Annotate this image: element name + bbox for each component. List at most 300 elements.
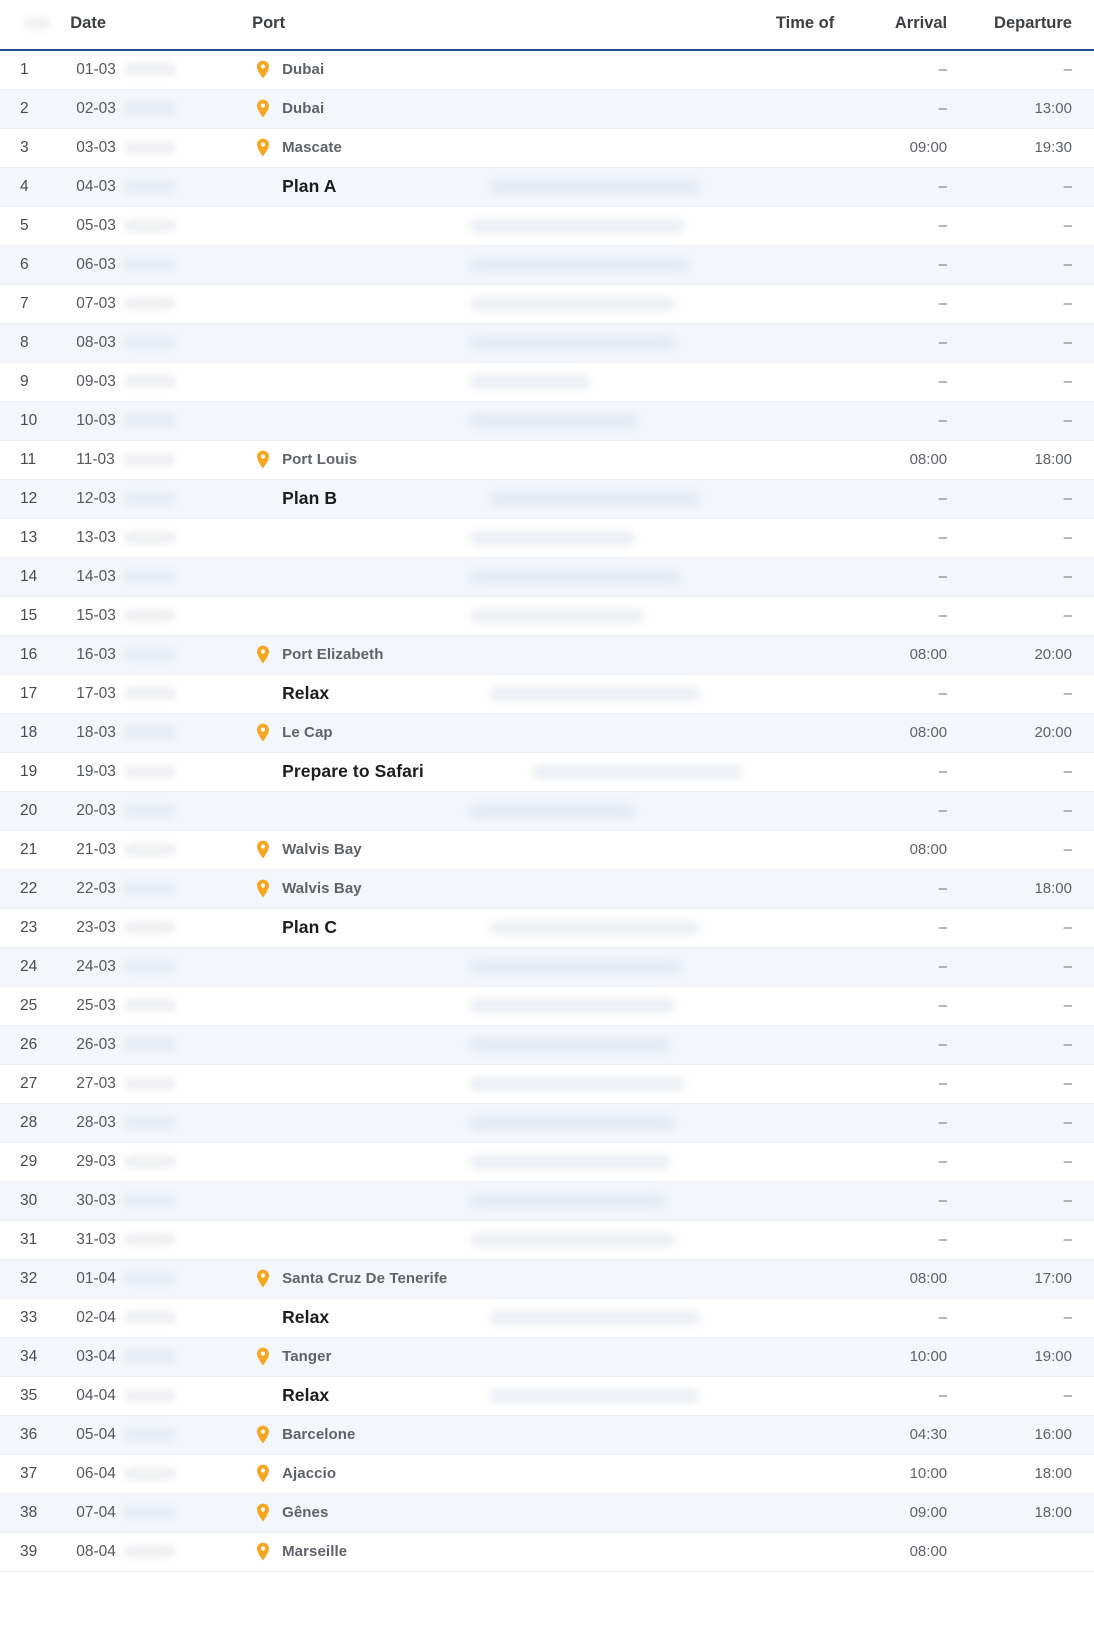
cell-arrival: 08:00 — [834, 1532, 965, 1571]
cell-date — [60, 1220, 242, 1259]
cell-arrival — [834, 206, 965, 245]
cell-port — [242, 89, 741, 128]
table-row[interactable] — [0, 284, 1094, 323]
cell-date — [60, 1103, 242, 1142]
row-index: 8 — [0, 323, 60, 362]
table-row[interactable] — [0, 362, 1094, 401]
table-row[interactable] — [0, 89, 1094, 128]
cell-departure — [965, 596, 1094, 635]
cell-arrival — [834, 323, 965, 362]
arrival-dash: – — [938, 919, 948, 936]
cell-port — [242, 791, 741, 830]
cell-departure — [965, 167, 1094, 206]
row-index: 9 — [0, 362, 60, 401]
description-redacted — [470, 960, 682, 974]
weekday-redacted — [124, 63, 176, 76]
cell-time-of — [741, 791, 835, 830]
description-redacted — [470, 375, 590, 389]
row-index: 10 — [0, 401, 60, 440]
departure-dash: – — [1063, 412, 1072, 429]
map-pin-icon — [254, 1541, 272, 1563]
arrival-dash: – — [938, 295, 948, 312]
cell-time-of — [741, 908, 835, 947]
description-redacted — [470, 336, 675, 350]
table-row[interactable] — [0, 947, 1094, 986]
port-name: Santa Cruz De Tenerife — [282, 1270, 448, 1287]
cell-departure — [965, 1220, 1094, 1259]
weekday-redacted — [124, 258, 176, 271]
cell-date — [60, 128, 242, 167]
date-value: 09-03 — [76, 372, 116, 390]
port-content — [254, 1423, 731, 1447]
port-content — [254, 1345, 731, 1369]
cell-port — [242, 908, 741, 947]
table-row[interactable] — [0, 635, 1094, 674]
cell-port — [242, 362, 741, 401]
cell-arrival — [834, 869, 965, 908]
date-value: 14-03 — [76, 567, 116, 585]
cell-date — [60, 713, 242, 752]
cell-arrival — [834, 50, 965, 89]
cell-arrival: 04:30 — [834, 1415, 965, 1454]
port-name: Ajaccio — [282, 1465, 337, 1482]
cell-arrival — [834, 518, 965, 557]
table-row[interactable] — [0, 1376, 1094, 1415]
weekday-redacted — [124, 1077, 176, 1090]
arrival-dash: – — [938, 685, 948, 702]
table-row[interactable] — [0, 1532, 1094, 1571]
departure-dash: – — [1063, 763, 1072, 780]
table-row[interactable] — [0, 1142, 1094, 1181]
table-row[interactable] — [0, 245, 1094, 284]
cell-arrival: 08:00 — [834, 713, 965, 752]
table-row[interactable] — [0, 1181, 1094, 1220]
map-pin-icon — [254, 1346, 272, 1368]
weekday-redacted — [124, 1311, 176, 1324]
column-header-departure: Departure — [965, 0, 1094, 50]
row-index: 14 — [0, 557, 60, 596]
cell-departure: 18:00 — [965, 1493, 1094, 1532]
arrival-dash: – — [938, 256, 948, 273]
weekday-redacted — [124, 687, 176, 700]
cell-port — [242, 1493, 741, 1532]
cell-time-of — [741, 362, 835, 401]
arrival-dash: – — [938, 217, 948, 234]
cell-arrival: 08:00 — [834, 635, 965, 674]
table-row[interactable] — [0, 830, 1094, 869]
table-row[interactable] — [0, 674, 1094, 713]
weekday-redacted — [124, 1155, 176, 1168]
cell-time-of — [741, 1337, 835, 1376]
date-value: 15-03 — [76, 606, 116, 624]
table-row[interactable] — [0, 986, 1094, 1025]
weekday-redacted — [124, 492, 176, 505]
description-redacted — [470, 297, 675, 311]
table-row[interactable] — [0, 1298, 1094, 1337]
row-index: 24 — [0, 947, 60, 986]
cell-departure — [965, 1142, 1094, 1181]
cell-departure — [965, 245, 1094, 284]
cell-time-of — [741, 674, 835, 713]
table-row[interactable] — [0, 1454, 1094, 1493]
table-row[interactable] — [0, 1493, 1094, 1532]
plan-label: Relax — [282, 1307, 330, 1327]
table-row[interactable] — [0, 440, 1094, 479]
cell-port — [242, 1454, 741, 1493]
cell-arrival — [834, 791, 965, 830]
weekday-redacted — [124, 297, 176, 310]
cell-port — [242, 1181, 741, 1220]
date-value: 29-03 — [76, 1152, 116, 1170]
weekday-redacted — [124, 1194, 176, 1207]
date-value: 27-03 — [76, 1074, 116, 1092]
port-name: Dubai — [282, 100, 325, 117]
cell-departure: 18:00 — [965, 440, 1094, 479]
cell-port — [242, 947, 741, 986]
row-index: 11 — [0, 440, 60, 479]
table-row[interactable] — [0, 752, 1094, 791]
cell-departure — [965, 50, 1094, 89]
weekday-redacted — [124, 1272, 176, 1285]
cell-date — [60, 752, 242, 791]
map-pin-icon — [254, 1463, 272, 1485]
weekday-redacted — [124, 999, 176, 1012]
arrival-dash: – — [938, 1387, 948, 1404]
cell-time-of — [741, 869, 835, 908]
cell-time-of — [741, 440, 835, 479]
cell-departure — [965, 206, 1094, 245]
cell-arrival: 08:00 — [834, 830, 965, 869]
departure-dash: – — [1063, 373, 1072, 390]
departure-dash: – — [1063, 685, 1072, 702]
arrival-dash: – — [938, 412, 948, 429]
table-row[interactable] — [0, 206, 1094, 245]
date-value: 06-03 — [76, 255, 116, 273]
description-redacted — [470, 414, 638, 428]
date-value: 07-04 — [76, 1503, 116, 1521]
date-value: 19-03 — [76, 762, 116, 780]
cell-time-of — [741, 830, 835, 869]
plan-label: Relax — [282, 1385, 330, 1405]
departure-dash: – — [1063, 919, 1072, 936]
cell-time-of — [741, 635, 835, 674]
weekday-redacted — [124, 336, 176, 349]
row-index: 17 — [0, 674, 60, 713]
cell-date — [60, 1376, 242, 1415]
cell-date — [60, 1142, 242, 1181]
date-value: 22-03 — [76, 879, 116, 897]
port-content — [254, 838, 731, 862]
header-row — [0, 0, 1094, 50]
cell-arrival — [834, 89, 965, 128]
cell-departure — [965, 1025, 1094, 1064]
cell-departure — [965, 518, 1094, 557]
departure-dash: – — [1063, 256, 1072, 273]
cell-departure: 16:00 — [965, 1415, 1094, 1454]
row-index: 3 — [0, 128, 60, 167]
port-name: Tanger — [282, 1348, 332, 1365]
cell-arrival: 10:00 — [834, 1454, 965, 1493]
arrival-dash: – — [938, 1309, 948, 1326]
table-row[interactable] — [0, 518, 1094, 557]
cell-port — [242, 1103, 741, 1142]
plan-label: Plan A — [282, 176, 337, 196]
departure-dash: – — [1063, 295, 1072, 312]
arrival-dash: – — [938, 880, 948, 897]
cell-time-of — [741, 50, 835, 89]
cell-port — [242, 167, 741, 206]
map-pin-icon — [254, 839, 272, 861]
date-value: 28-03 — [76, 1113, 116, 1131]
cell-arrival — [834, 1220, 965, 1259]
table-row[interactable] — [0, 1337, 1094, 1376]
table-row[interactable] — [0, 596, 1094, 635]
weekday-redacted — [124, 375, 176, 388]
cell-port — [242, 1532, 741, 1571]
description-redacted — [470, 258, 690, 272]
cell-departure — [965, 908, 1094, 947]
arrival-dash: – — [938, 1153, 948, 1170]
cell-departure: 19:00 — [965, 1337, 1094, 1376]
description-redacted — [470, 1155, 670, 1169]
cell-departure: 13:00 — [965, 89, 1094, 128]
cell-time-of — [741, 89, 835, 128]
row-index: 20 — [0, 791, 60, 830]
row-index: 36 — [0, 1415, 60, 1454]
port-name: Le Cap — [282, 724, 333, 741]
cell-time-of — [741, 1103, 835, 1142]
date-value: 04-03 — [76, 177, 116, 195]
cell-date — [60, 1532, 242, 1571]
plan-label: Prepare to Safari — [282, 761, 424, 781]
table-row[interactable] — [0, 1220, 1094, 1259]
table-row[interactable] — [0, 50, 1094, 89]
row-index: 13 — [0, 518, 60, 557]
description-redacted — [490, 687, 700, 701]
table-row[interactable] — [0, 1025, 1094, 1064]
cell-departure — [965, 401, 1094, 440]
table-row[interactable] — [0, 323, 1094, 362]
departure-dash: – — [1063, 1192, 1072, 1209]
description-redacted — [470, 1077, 685, 1091]
cell-departure — [965, 557, 1094, 596]
departure-dash: – — [1063, 61, 1072, 79]
cell-date — [60, 323, 242, 362]
cell-time-of — [741, 1220, 835, 1259]
date-value: 23-03 — [76, 918, 116, 936]
port-content — [254, 1501, 731, 1525]
cell-time-of — [741, 167, 835, 206]
table-row[interactable] — [0, 908, 1094, 947]
cell-port — [242, 518, 741, 557]
date-value: 07-03 — [76, 294, 116, 312]
date-value: 17-03 — [76, 684, 116, 702]
cell-arrival — [834, 1064, 965, 1103]
table-header — [0, 0, 1094, 50]
table-body — [0, 50, 1094, 1571]
cell-port — [242, 830, 741, 869]
description-redacted — [490, 1389, 700, 1403]
arrival-dash: – — [938, 958, 948, 975]
table-row[interactable] — [0, 1103, 1094, 1142]
port-content — [254, 136, 731, 160]
cell-date — [60, 440, 242, 479]
weekday-redacted — [124, 1350, 176, 1363]
cell-port — [242, 557, 741, 596]
cell-arrival — [834, 674, 965, 713]
cell-port — [242, 1220, 741, 1259]
cell-date — [60, 1064, 242, 1103]
cell-arrival — [834, 167, 965, 206]
port-name: Dubai — [282, 61, 325, 79]
cell-date — [60, 674, 242, 713]
plan-label: Plan B — [282, 488, 338, 508]
cell-time-of — [741, 557, 835, 596]
table-row[interactable] — [0, 401, 1094, 440]
cell-time-of — [741, 1376, 835, 1415]
table-row[interactable] — [0, 713, 1094, 752]
port-name: Port Louis — [282, 451, 358, 468]
date-value: 21-03 — [76, 840, 116, 858]
table-row[interactable] — [0, 1415, 1094, 1454]
map-pin-icon — [254, 59, 272, 81]
cell-time-of — [741, 1532, 835, 1571]
cell-departure: 20:00 — [965, 713, 1094, 752]
cell-date — [60, 1259, 242, 1298]
cell-departure — [965, 791, 1094, 830]
cell-date — [60, 869, 242, 908]
description-redacted — [532, 765, 742, 779]
date-value: 13-03 — [76, 528, 116, 546]
cell-arrival — [834, 1142, 965, 1181]
cell-date — [60, 791, 242, 830]
arrival-dash: – — [938, 997, 948, 1014]
cell-arrival: 09:00 — [834, 1493, 965, 1532]
row-index: 29 — [0, 1142, 60, 1181]
description-redacted — [490, 180, 700, 194]
cell-departure — [965, 1181, 1094, 1220]
port-content — [254, 1267, 731, 1291]
port-content — [254, 721, 731, 745]
row-index: 16 — [0, 635, 60, 674]
cell-arrival — [834, 752, 965, 791]
port-content — [254, 643, 731, 667]
table-row[interactable] — [0, 1259, 1094, 1298]
cell-date — [60, 1298, 242, 1337]
column-header-date: Date — [60, 0, 242, 50]
cell-port — [242, 206, 741, 245]
arrival-dash: – — [938, 763, 948, 780]
row-index: 37 — [0, 1454, 60, 1493]
weekday-redacted — [124, 570, 176, 583]
departure-dash: – — [1063, 334, 1072, 351]
cell-arrival — [834, 1025, 965, 1064]
port-name: Port Elizabeth — [282, 646, 384, 663]
cell-arrival — [834, 986, 965, 1025]
cell-arrival — [834, 908, 965, 947]
row-index: 4 — [0, 167, 60, 206]
row-index: 23 — [0, 908, 60, 947]
cell-arrival: 08:00 — [834, 440, 965, 479]
cell-date — [60, 947, 242, 986]
departure-dash: – — [1063, 490, 1072, 507]
row-index: 7 — [0, 284, 60, 323]
column-header-time-of: Time of — [741, 0, 835, 50]
table-row[interactable] — [0, 557, 1094, 596]
table-row[interactable] — [0, 791, 1094, 830]
weekday-redacted — [123, 453, 175, 466]
port-name: Mascate — [282, 139, 342, 156]
cell-arrival — [834, 596, 965, 635]
cell-departure — [965, 1532, 1094, 1571]
port-name: Marseille — [282, 1543, 348, 1560]
date-value: 05-03 — [76, 216, 116, 234]
table-row[interactable] — [0, 167, 1094, 206]
cell-date — [60, 1181, 242, 1220]
cell-date — [60, 635, 242, 674]
cell-arrival — [834, 362, 965, 401]
cell-time-of — [741, 284, 835, 323]
cell-time-of — [741, 206, 835, 245]
cell-port — [242, 596, 741, 635]
cell-date — [60, 1415, 242, 1454]
cell-date — [60, 596, 242, 635]
table-row[interactable] — [0, 479, 1094, 518]
departure-dash: – — [1063, 1075, 1072, 1092]
cell-date — [60, 908, 242, 947]
date-value: 02-03 — [76, 99, 116, 117]
port-name: Gênes — [282, 1504, 329, 1521]
weekday-redacted — [124, 219, 176, 232]
row-index: 1 — [0, 50, 60, 89]
arrival-dash: – — [938, 568, 948, 585]
row-index: 5 — [0, 206, 60, 245]
cell-arrival — [834, 401, 965, 440]
description-redacted — [470, 531, 635, 545]
date-value: 01-04 — [76, 1269, 116, 1287]
weekday-redacted — [124, 1428, 176, 1441]
description-redacted — [470, 219, 685, 233]
arrival-dash: – — [938, 334, 948, 351]
row-index: 32 — [0, 1259, 60, 1298]
cell-date — [60, 206, 242, 245]
table-row[interactable] — [0, 128, 1094, 167]
cell-time-of — [741, 479, 835, 518]
table-row[interactable] — [0, 869, 1094, 908]
cell-date — [60, 89, 242, 128]
table-row[interactable] — [0, 1064, 1094, 1103]
description-redacted — [470, 1233, 675, 1247]
date-value: 04-04 — [76, 1386, 116, 1404]
weekday-redacted — [124, 1545, 176, 1558]
weekday-redacted — [124, 1116, 176, 1129]
description-redacted — [470, 999, 675, 1013]
weekday-redacted — [124, 414, 176, 427]
cell-time-of — [741, 1181, 835, 1220]
cell-port — [242, 401, 741, 440]
date-value: 01-03 — [76, 60, 116, 78]
departure-dash: – — [1063, 1309, 1072, 1326]
row-index: 27 — [0, 1064, 60, 1103]
arrival-dash: – — [938, 1192, 948, 1209]
cell-departure — [965, 674, 1094, 713]
map-pin-icon — [254, 878, 272, 900]
column-header-arrival: Arrival — [834, 0, 965, 50]
description-redacted — [470, 804, 635, 818]
cell-time-of — [741, 245, 835, 284]
cell-port — [242, 1337, 741, 1376]
departure-dash: – — [1063, 1231, 1072, 1248]
